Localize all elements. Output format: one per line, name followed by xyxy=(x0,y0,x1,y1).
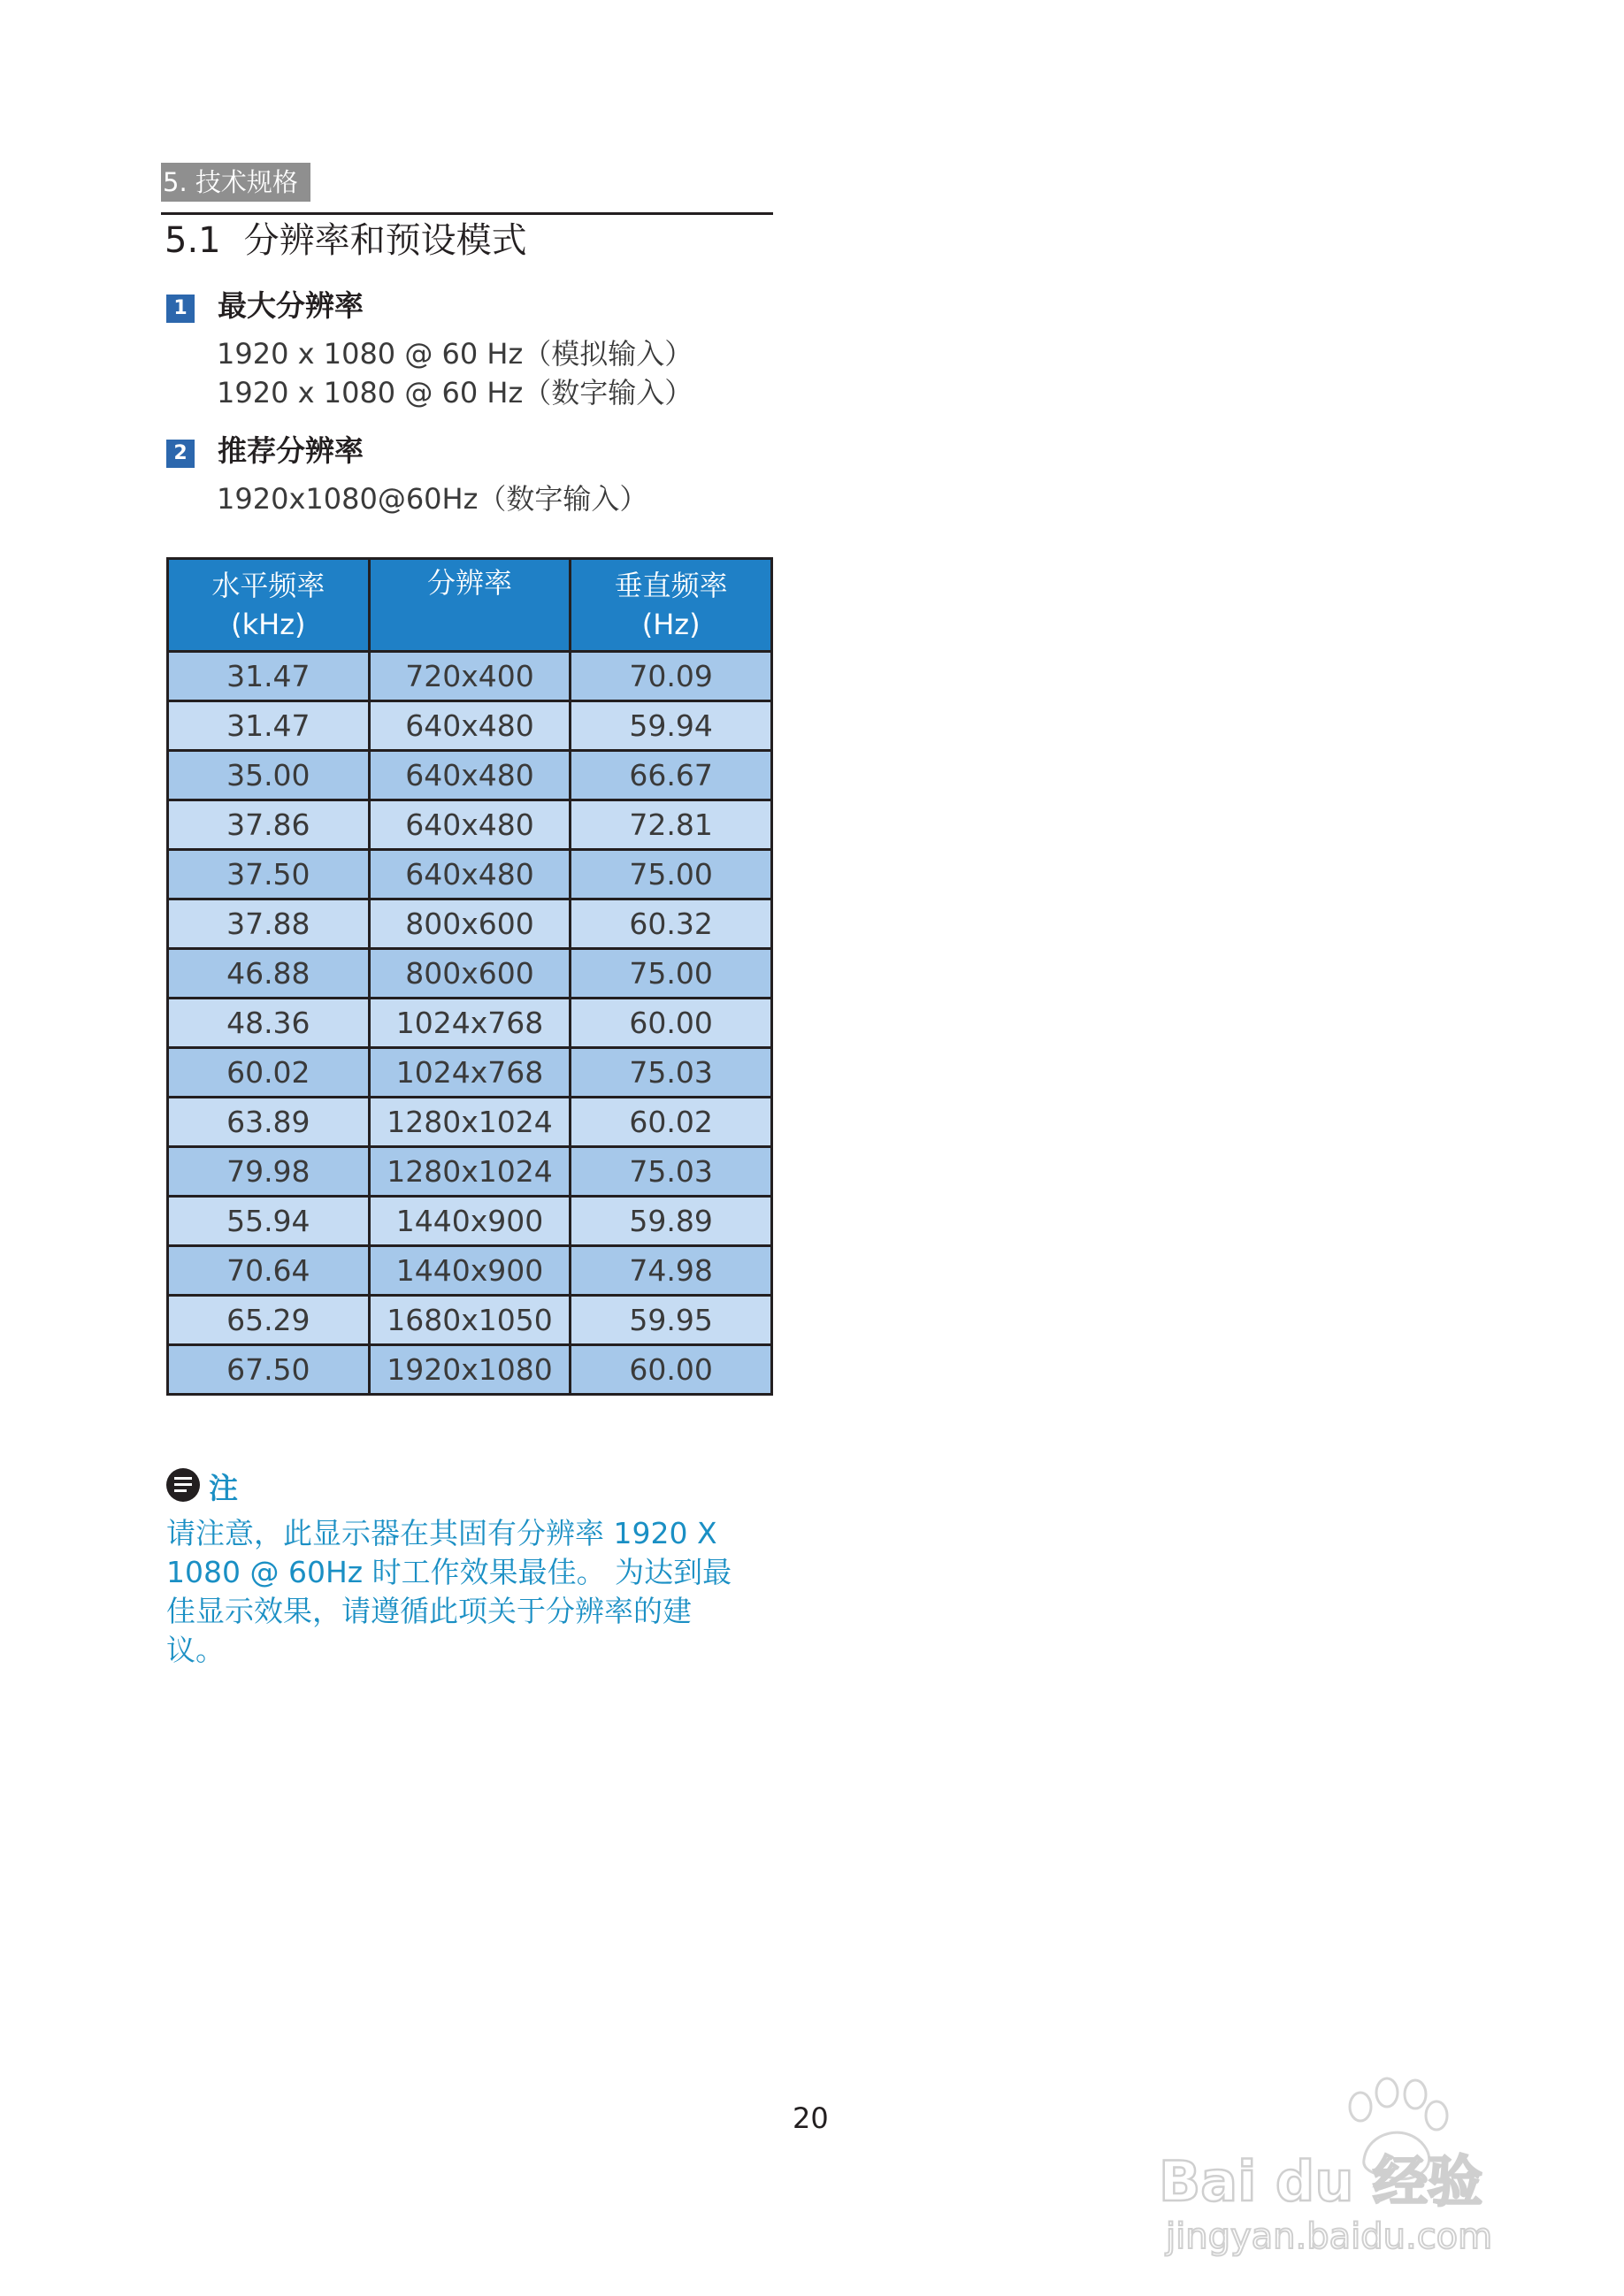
note-line: 议。 xyxy=(166,1633,225,1667)
preset-modes-table xyxy=(166,557,773,1396)
cell-vertical-frequency: 75.03 xyxy=(571,1048,772,1098)
section-number: 5.1 xyxy=(165,220,221,261)
note-text xyxy=(166,1514,768,1670)
cell-horizontal-frequency: 37.88 xyxy=(168,899,370,949)
svg-text:jingyan.baidu.com: jingyan.baidu.com xyxy=(1166,2216,1493,2257)
max-resolution-digital: 1920 x 1080 @ 60 Hz（数字输入） xyxy=(217,376,693,409)
cell-horizontal-frequency: 67.50 xyxy=(168,1345,370,1395)
number-badge-1: 1 xyxy=(166,295,195,323)
cell-horizontal-frequency: 37.50 xyxy=(168,850,370,899)
table-row xyxy=(168,1296,772,1345)
page-number: 20 xyxy=(793,2101,829,2135)
cell-resolution: 1280x1024 xyxy=(369,1147,571,1197)
note-line: 佳显示效果，请遵循此项关于分辨率的建 xyxy=(166,1594,692,1628)
cell-horizontal-frequency: 65.29 xyxy=(168,1296,370,1345)
cell-resolution: 640x480 xyxy=(369,850,571,899)
table-row xyxy=(168,1197,772,1246)
cell-resolution: 1280x1024 xyxy=(369,1098,571,1147)
cell-resolution: 640x480 xyxy=(369,800,571,850)
cell-horizontal-frequency: 63.89 xyxy=(168,1098,370,1147)
cell-vertical-frequency: 59.94 xyxy=(571,701,772,751)
header-horizontal-frequency: 水平频率 (kHz) xyxy=(168,559,370,652)
cell-vertical-frequency: 72.81 xyxy=(571,800,772,850)
cell-vertical-frequency: 60.00 xyxy=(571,999,772,1048)
note-icon xyxy=(166,1468,200,1502)
max-resolution-heading xyxy=(166,288,364,324)
section-tag: 5. 技术规格 xyxy=(161,163,310,202)
cell-resolution: 1024x768 xyxy=(369,1048,571,1098)
cell-horizontal-frequency: 55.94 xyxy=(168,1197,370,1246)
max-resolution-analog: 1920 x 1080 @ 60 Hz（模拟输入） xyxy=(217,337,693,371)
recommended-resolution-heading xyxy=(166,433,364,469)
cell-horizontal-frequency: 35.00 xyxy=(168,751,370,800)
cell-vertical-frequency: 74.98 xyxy=(571,1246,772,1296)
cell-resolution: 720x400 xyxy=(369,652,571,701)
table-row xyxy=(168,1345,772,1395)
header-resolution: 分辨率 xyxy=(369,559,571,652)
cell-resolution: 1440x900 xyxy=(369,1197,571,1246)
cell-resolution: 640x480 xyxy=(369,701,571,751)
cell-vertical-frequency: 59.89 xyxy=(571,1197,772,1246)
table-row xyxy=(168,949,772,999)
table-row xyxy=(168,1098,772,1147)
table-row xyxy=(168,1048,772,1098)
section-title: 分辨率和预设模式 xyxy=(243,220,527,261)
note-title: 注 xyxy=(209,1471,238,1505)
recommended-resolution-label: 推荐分辨率 xyxy=(218,433,364,468)
header-rule xyxy=(161,212,773,215)
cell-vertical-frequency: 75.00 xyxy=(571,949,772,999)
cell-horizontal-frequency: 70.64 xyxy=(168,1246,370,1296)
cell-vertical-frequency: 75.03 xyxy=(571,1147,772,1197)
svg-text:Bai du 经验: Bai du 经验 xyxy=(1159,2149,1483,2214)
note-line: 请注意，此显示器在其固有分辨率 1920 X xyxy=(166,1516,717,1550)
header-vertical-frequency: 垂直频率 (Hz) xyxy=(571,559,772,652)
note-heading xyxy=(166,1468,238,1508)
cell-vertical-frequency: 75.00 xyxy=(571,850,772,899)
cell-horizontal-frequency: 60.02 xyxy=(168,1048,370,1098)
baidu-watermark-logo xyxy=(1159,2061,1539,2264)
cell-resolution: 1440x900 xyxy=(369,1246,571,1296)
cell-horizontal-frequency: 37.86 xyxy=(168,800,370,850)
cell-vertical-frequency: 70.09 xyxy=(571,652,772,701)
cell-resolution: 1920x1080 xyxy=(369,1345,571,1395)
cell-horizontal-frequency: 48.36 xyxy=(168,999,370,1048)
table-row xyxy=(168,701,772,751)
table-row xyxy=(168,1246,772,1296)
table-row xyxy=(168,850,772,899)
cell-resolution: 1680x1050 xyxy=(369,1296,571,1345)
cell-horizontal-frequency: 79.98 xyxy=(168,1147,370,1197)
table-row xyxy=(168,899,772,949)
table-row xyxy=(168,800,772,850)
recommended-resolution-value: 1920x1080@60Hz（数字输入） xyxy=(217,482,648,516)
cell-vertical-frequency: 60.32 xyxy=(571,899,772,949)
table-row xyxy=(168,652,772,701)
cell-vertical-frequency: 59.95 xyxy=(571,1296,772,1345)
table-row xyxy=(168,751,772,800)
table-header-row xyxy=(168,559,772,652)
page-title xyxy=(165,216,527,265)
cell-resolution: 1024x768 xyxy=(369,999,571,1048)
cell-horizontal-frequency: 46.88 xyxy=(168,949,370,999)
cell-resolution: 800x600 xyxy=(369,899,571,949)
cell-horizontal-frequency: 31.47 xyxy=(168,701,370,751)
cell-resolution: 800x600 xyxy=(369,949,571,999)
cell-vertical-frequency: 60.00 xyxy=(571,1345,772,1395)
number-badge-2: 2 xyxy=(166,440,195,468)
cell-vertical-frequency: 60.02 xyxy=(571,1098,772,1147)
cell-horizontal-frequency: 31.47 xyxy=(168,652,370,701)
note-line: 1080 @ 60Hz 时工作效果最佳。 为达到最 xyxy=(166,1555,732,1589)
max-resolution-label: 最大分辨率 xyxy=(218,288,364,323)
cell-resolution: 640x480 xyxy=(369,751,571,800)
cell-vertical-frequency: 66.67 xyxy=(571,751,772,800)
table-row xyxy=(168,1147,772,1197)
table-row xyxy=(168,999,772,1048)
